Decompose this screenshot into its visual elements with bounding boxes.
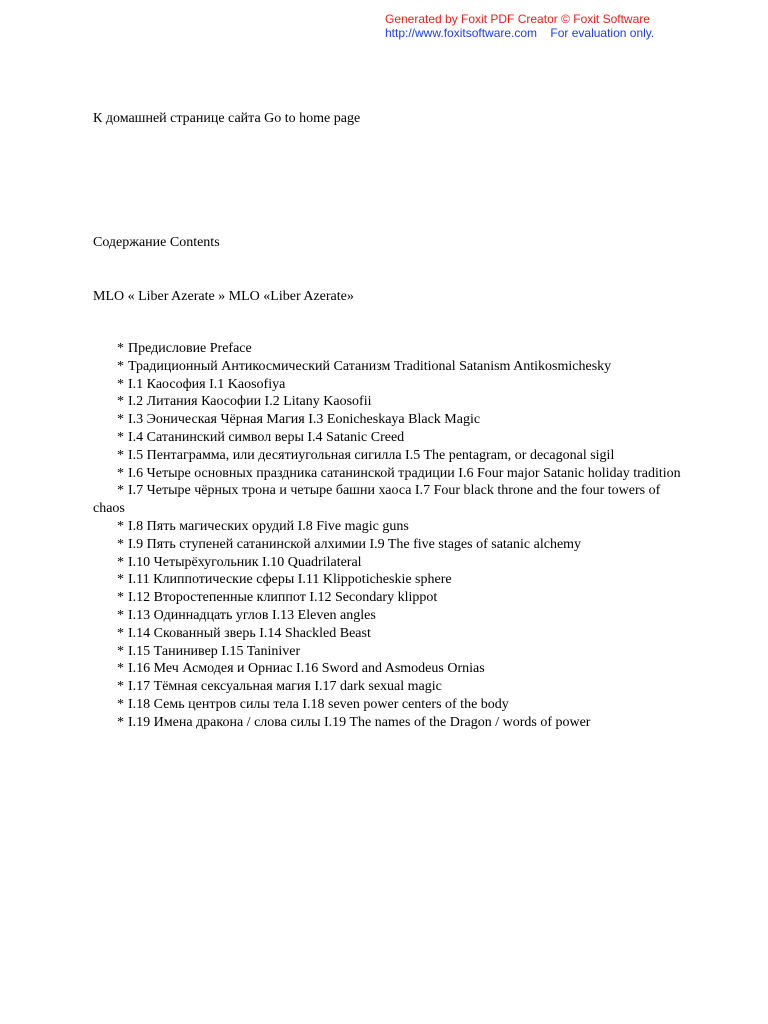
home-page-link[interactable]: К домашней странице сайта Go to home page	[93, 111, 361, 126]
foxit-watermark	[385, 12, 654, 40]
bullet-star: *	[117, 607, 124, 623]
bullet-star: *	[117, 465, 124, 481]
toc-item[interactable]	[93, 589, 683, 607]
bullet-star: *	[117, 625, 124, 641]
toc-item-label: I.11 Клиппотические сферы I.11 Klippoticheskie sphere	[128, 572, 452, 588]
toc-item[interactable]	[93, 625, 683, 643]
toc-item-label: I.2 Литания Каософии I.2 Litany Kaosofii	[128, 394, 372, 410]
contents-heading: Содержание Contents	[93, 235, 220, 250]
toc-item[interactable]	[93, 465, 683, 483]
toc-item-label: I.12 Второстепенные клиппот I.12 Secondary klippot	[128, 590, 438, 606]
toc-item[interactable]	[93, 411, 683, 429]
toc-item[interactable]	[93, 447, 683, 465]
toc-item[interactable]	[93, 607, 683, 625]
bullet-star: *	[117, 518, 124, 534]
toc-item-label: I.5 Пентаграмма, или десятиугольная сигилла I.5 The pentagram, or decagonal sigil	[128, 447, 615, 463]
bullet-star: *	[117, 643, 124, 659]
toc-item[interactable]	[93, 678, 683, 696]
toc-item[interactable]	[93, 536, 683, 554]
bullet-star: *	[117, 679, 124, 695]
toc-item[interactable]	[93, 482, 683, 518]
toc-item[interactable]	[93, 714, 683, 732]
toc-item-label: I.16 Меч Асмодея и Орниас I.16 Sword and Asmodeus Ornias	[128, 661, 485, 677]
toc-item[interactable]	[93, 696, 683, 714]
toc-item-label: I.13 Одиннадцать углов I.13 Eleven angles	[128, 607, 376, 623]
toc-item-label: I.3 Эоническая Чёрная Магия I.3 Eonicheskaya Black Magic	[128, 412, 481, 428]
toc-item-label: I.15 Танинивер I.15 Taniniver	[128, 643, 301, 659]
toc-item-label: I.10 Четырёхугольник I.10 Quadrilateral	[128, 554, 362, 570]
bullet-star: *	[117, 696, 124, 712]
watermark-line-2[interactable]: http://www.foxitsoftware.com For evaluation only.	[385, 26, 655, 40]
bullet-star: *	[117, 483, 124, 499]
toc-item-label: Предисловие Preface	[128, 341, 252, 356]
toc-item-label: I.14 Скованный зверь I.14 Shackled Beast	[128, 625, 371, 641]
toc-item[interactable]	[93, 660, 683, 678]
bullet-star: *	[117, 590, 124, 606]
bullet-star: *	[117, 661, 124, 677]
watermark-line-1: Generated by Foxit PDF Creator © Foxit Software	[385, 12, 650, 26]
bullet-star: *	[117, 536, 124, 552]
toc-item-label: I.17 Тёмная сексуальная магия I.17 dark sexual magic	[128, 679, 442, 695]
bullet-star: *	[117, 429, 124, 445]
toc-item-label: I.19 Имена дракона / слова силы I.19 The names of the Dragon / words of power	[128, 714, 591, 730]
toc-item-label: I.8 Пять магических орудий I.8 Five magic guns	[128, 518, 409, 534]
toc-item[interactable]	[93, 518, 683, 536]
bullet-star: *	[117, 341, 124, 356]
toc-item[interactable]	[93, 429, 683, 447]
bullet-star: *	[117, 376, 124, 392]
toc-item[interactable]	[93, 571, 683, 589]
bullet-star: *	[117, 714, 124, 730]
toc-item[interactable]	[93, 358, 683, 376]
toc-item[interactable]	[93, 393, 683, 411]
book-title: MLO « Liber Azerate » MLO «Liber Azerate»	[93, 289, 354, 304]
toc-item[interactable]	[93, 376, 683, 394]
toc-item-label: I.4 Сатанинский символ веры I.4 Satanic Creed	[128, 429, 405, 445]
toc-item[interactable]	[93, 554, 683, 572]
bullet-star: *	[117, 412, 124, 428]
toc-item-label: I.18 Семь центров силы тела I.18 seven power centers of the body	[128, 696, 509, 712]
bullet-star: *	[117, 572, 124, 588]
bullet-star: *	[117, 554, 124, 570]
toc-item-label: I.7 Четыре чёрных трона и четыре башни хаоса I.7 Four black throne and the four towers of chaos	[93, 483, 661, 517]
toc-item[interactable]	[93, 643, 683, 661]
bullet-star: *	[117, 447, 124, 463]
toc-item-label: I.9 Пять ступеней сатанинской алхимии I.9 The five stages of satanic alchemy	[128, 536, 582, 552]
table-of-contents	[93, 340, 683, 732]
toc-item[interactable]	[93, 340, 683, 358]
bullet-star: *	[117, 394, 124, 410]
toc-item-label: Традиционный Антикосмический Сатанизм Traditional Satanism Antikosmichesky	[128, 358, 612, 374]
toc-item-label: I.1 Каософия I.1 Kaosofiya	[128, 376, 286, 392]
toc-item-label: I.6 Четыре основных праздника сатанинской традиции I.6 Four major Satanic holiday tradition	[128, 465, 681, 481]
bullet-star: *	[117, 358, 124, 374]
